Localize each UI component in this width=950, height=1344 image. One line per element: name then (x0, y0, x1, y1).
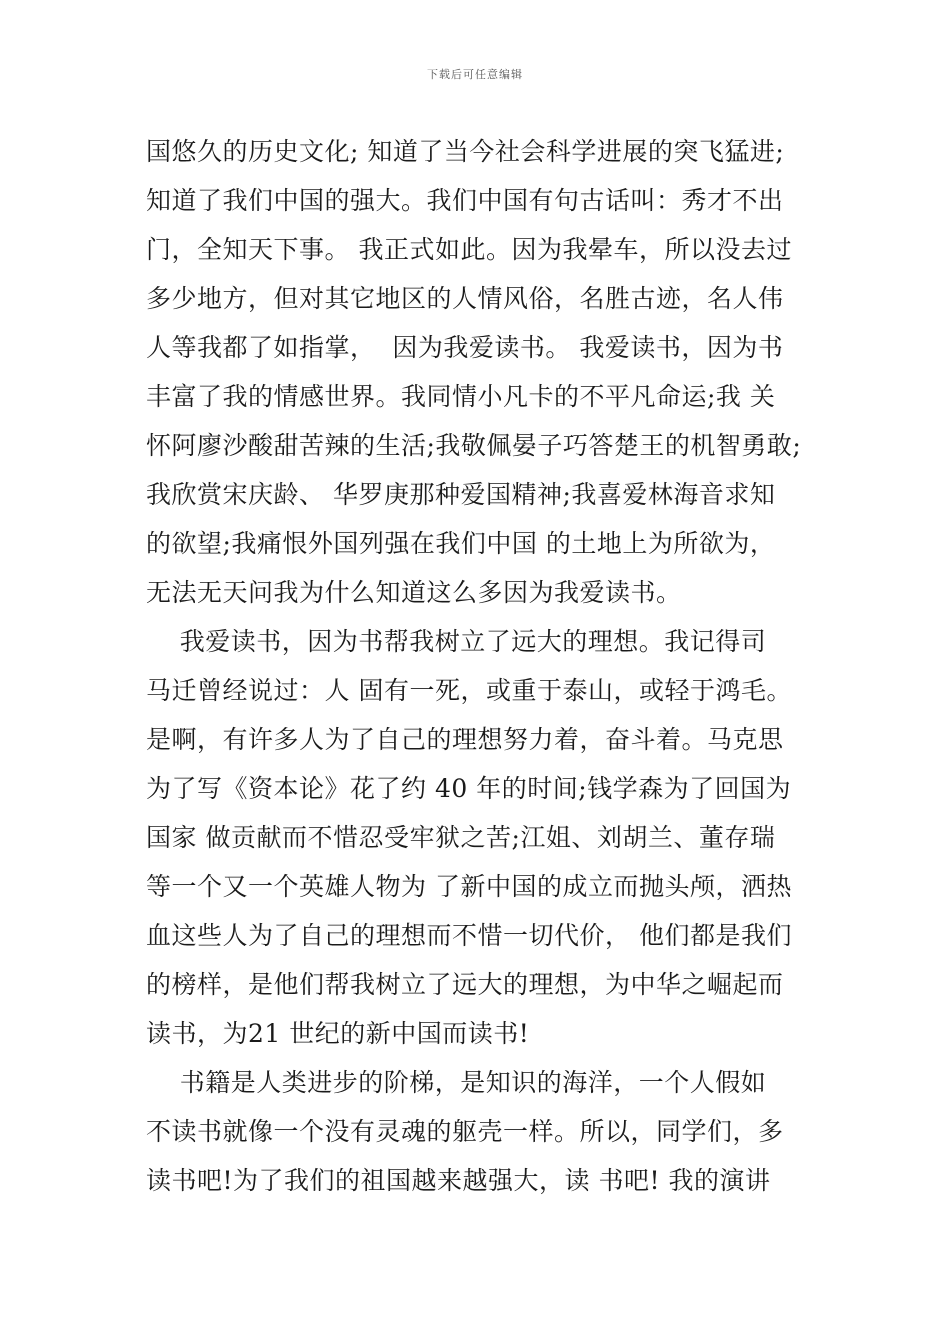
text-line: 怀阿廖沙酸甜苦辣的生活;我敬佩晏子巧答楚王的机智勇敢; (146, 431, 802, 460)
text-line: 我欣赏宋庆龄、 华罗庚那种爱国精神;我喜爱林海音求知 (146, 480, 776, 509)
text-line: 不读书就像一个没有灵魂的躯壳一样。所以，同学们，多 (146, 1117, 784, 1146)
text-line: 人等我都了如指掌， 因为我爱读书。 我爱读书，因为书 (146, 333, 784, 362)
text-line: 为了写《资本论》花了约 40 年的时间;钱学森为了回国为 (146, 774, 792, 803)
text-line: 的欲望;我痛恨外国列强在我们中国 的土地上为所欲为， (146, 529, 776, 558)
text-line: 我爱读书，因为书帮我树立了远大的理想。我记得司 (146, 627, 767, 656)
text-line: 国悠久的历史文化; 知道了当今社会科学进展的突飞猛进; (146, 137, 785, 166)
text-line: 马迁曾经说过：人 固有一死，或重于泰山，或轻于鸿毛。 (146, 676, 792, 705)
text-line: 知道了我们中国的强大。我们中国有句古话叫：秀才不出 (146, 186, 784, 215)
text-line: 是啊，有许多人为了自己的理想努力着，奋斗着。马克思 (146, 725, 784, 754)
text-line: 读书吧!为了我们的祖国越来越强大，读 书吧! 我的演讲 (146, 1166, 771, 1195)
text-line: 等一个又一个英雄人物为 了新中国的成立而抛头颅，洒热 (146, 872, 792, 901)
text-line: 读书，为21 世纪的新中国而读书! (146, 1019, 530, 1048)
body-text (146, 127, 826, 1205)
text-line: 无法无天问我为什么知道这么多因为我爱读书。 (146, 578, 682, 607)
text-line: 书籍是人类进步的阶梯，是知识的海洋，一个人假如 (146, 1068, 767, 1097)
text-line: 丰富了我的情感世界。我同情小凡卡的不平凡命运;我 关 (146, 382, 776, 411)
page-header: 下载后可任意编辑 (427, 68, 523, 81)
text-line: 的榜样，是他们帮我树立了远大的理想，为中华之崛起而 (146, 970, 784, 999)
text-line: 国家 做贡献而不惜忍受牢狱之苦;江姐、刘胡兰、董存瑞 (146, 823, 776, 852)
text-line: 门，全知天下事。 我正式如此。因为我晕车，所以没去过 (146, 235, 792, 264)
text-line: 多少地方，但对其它地区的人情风俗，名胜古迹，名人伟 (146, 284, 784, 313)
text-line: 血这些人为了自己的理想而不惜一切代价， 他们都是我们 (146, 921, 792, 950)
